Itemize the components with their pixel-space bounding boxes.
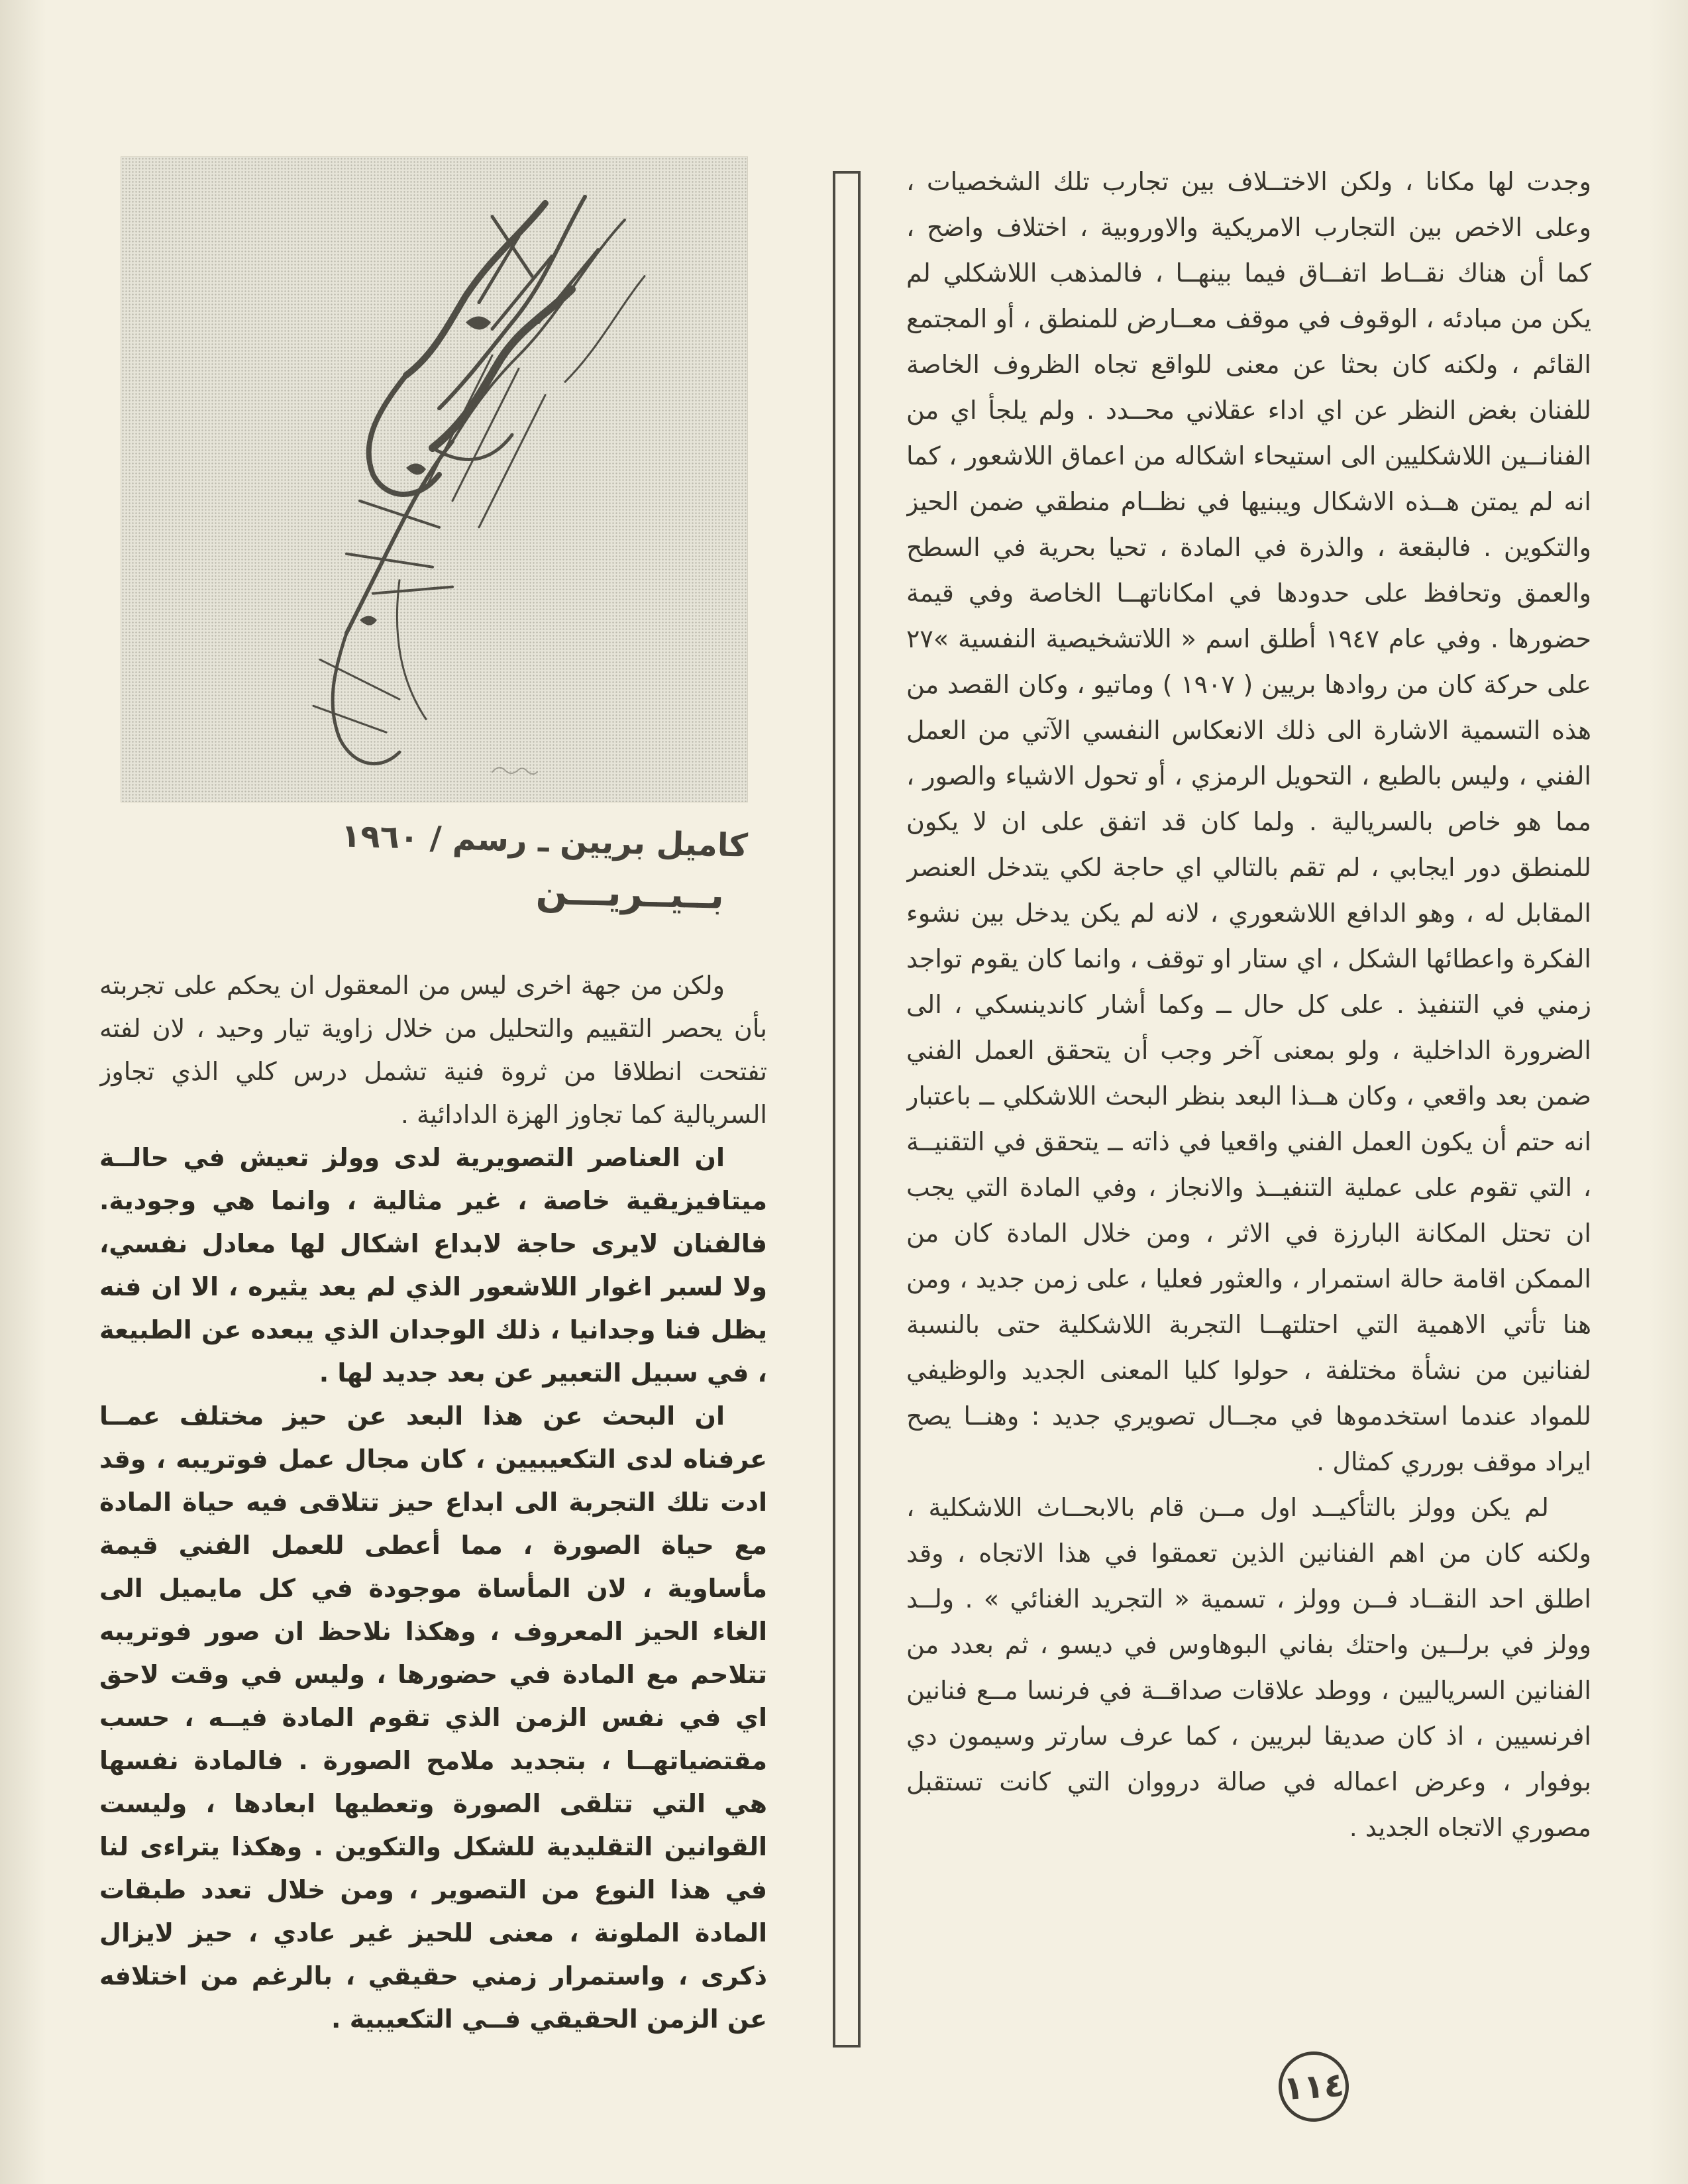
right-paragraph-2: لم يكن وولز بالتأكيــد اول مــن قام بالابحــاث اللاشكلية ، ولكنه كان من اهم الفنانين الذين تعمقوا في هذا الاتجاه ، وقد اطلق احد النقــاد فــن وولز ، تسمية « التجريد الغنائي » . ولــد وولز في برلــين واحتك بفاني البوهاوس في ديسو ، ثم بعدد من الفنانين السرياليين ، ووطد علاقات صداقــة في فرنسا مــع فنانين افرنسيين ، اذ كان صديقا لبريين ، كما عرف سارتر وسيمون دي بوفوار ، وعرض اعماله في صالة درووان التي كانت تستقبل مصوري الاتجاه الجديد . bbox=[906, 1493, 1591, 1842]
artwork-image bbox=[121, 157, 747, 802]
left-paragraph-1: ولكن من جهة اخرى ليس من المعقول ان يحكم على تجربته بأن يحصر التقييم والتحليل من خلال زاوية تيار وحيد ، لان لفته تفتحت انطلاقا من ثروة فنية تشمل درس كلي الذي تجاوز السريالية كما تجاوز الهزة الدادائية . bbox=[99, 971, 767, 1129]
page-number: ١١٤ bbox=[1282, 2065, 1345, 2108]
artwork-caption-line1: كاميل بريين ـ رسم / ١٩٦٠ bbox=[341, 817, 749, 865]
left-paragraph-2: ان العناصر التصويرية لدى وولز تعيش في حالــة ميتافيزيقية خاصة ، غير مثالية ، وانما هي وجودية. فالفنان لايرى حاجة لابداع اشكال لها معادل نفسي، ولا لسبر اغوار اللاشعور الذي لم يعد يثيره ، الا ان فنه يظل فنا وجدانيا ، ذلك الوجدان الذي يبعده عن الطبيعة ، في سبيل التعبير عن بعد جديد لها . bbox=[99, 1143, 767, 1388]
right-text-column bbox=[906, 159, 1591, 2044]
artwork-caption bbox=[120, 806, 748, 923]
right-paragraph-1: وجدت لها مكانا ، ولكن الاختــلاف بين تجارب تلك الشخصيات ، وعلى الاخص بين التجارب الامريكية والاوروبية ، اختلاف واضح ، كما أن هناك نقــاط اتفــاق فيما بينهــا ، فالمذهب اللاشكلي لم يكن من مبادئه ، الوقوف في موقف معــارض للمنطق ، أو المجتمع القائم ، ولكنه كان بحثا عن معنى للواقع تجاه الظروف الخاصة للفنان بغض النظر عن اي اداء عقلاني محــدد . ولم يلجأ اي من الفنانــين اللاشكليين الى استيحاء اشكاله من اعماق اللاشعور ، كما انه لم يمتن هــذه الاشكال ويبنيها في نظــام منطقي ضمن الحيز والتكوين . فالبقعة ، والذرة في المادة ، تحيا بحرية في السطح والعمق وتحافظ على حدودها في امكاناتهــا الخاصة وفي قيمة حضورها . وفي عام ١٩٤٧ أطلق اسم « اللاتشخيصية النفسية »٢٧ على حركة كان من روادها بريين ( ١٩٠٧ ) وماتيو ، وكان القصد من هذه التسمية الاشارة الى ذلك الانعكاس النفسي الآتي من العمل الفني ، وليس بالطبع ، التحويل الرمزي ، أو تحول الاشياء والصور ، مما هو خاص بالسريالية . ولما كان قد اتفق على ان لا يكون للمنطق دور ايجابي ، لم تقم بالتالي اي حاجة لكي يتدخل العنصر المقابل له ، وهو الدافع اللاشعوري ، لانه لم يكن يدخل بين نشوء الفكرة واعطائها الشكل ، اي ستار او توقف ، وانما كان يقوم تواجد زمني في التنفيذ . على كل حال ــ وكما أشار كاندينسكي ، الى الضرورة الداخلية ، ولو بمعنى آخر وجب أن يتحقق العمل الفني ضمن بعد واقعي ، وكان هــذا البعد بنظر البحث اللاشكلي ــ باعتبار انه حتم أن يكون العمل الفني واقعيا في ذاته ــ يتحقق في التقنيــة ، التي تقوم على عملية التنفيــذ والانجاز ، وفي المادة التي يجب ان تحتل المكانة البارزة في الاثر ، ومن خلال المادة كان من الممكن اقامة حالة استمرار ، والعثور فعليا ، على زمن جديد ، ومن هنا تأتي الاهمية التي احتلتهــا التجربة اللاشكلية حتى بالنسبة لفنانين من نشأة مختلفة ، حولوا كليا المعنى الجديد والوظيفي للمواد عندما استخدموها في مجــال تصويري جديد : وهنــا يصح ايراد موقف بورري كمثال . bbox=[906, 167, 1591, 1476]
page-number-badge bbox=[1276, 2049, 1351, 2124]
abstract-drawing bbox=[121, 157, 747, 802]
left-paragraph-3: ان البحث عن هذا البعد عن حيز مختلف عمــا عرفناه لدى التكعيبيين ، كان مجال عمل فوتريبه ، وقد ادت تلك التجربة الى ابداع حيز تتلاقى فيه حياة المادة مع حياة الصورة ، مما أعطى للعمل الفني قيمة مأساوية ، لان المأساة موجودة في كل مايميل الى الغاء الحيز المعروف ، وهكذا نلاحظ ان صور فوتريبه تتلاحم مع المادة في حضورها ، وليس في وقت لاحق اي في نفس الزمن الذي تقوم المادة فيــه ، حسب مقتضياتهــا ، بتجديد ملامح الصورة . فالمادة نفسها هي التي تتلقى الصورة وتعطيها ابعادها ، وليست القوانين التقليدية للشكل والتكوين . وهكذا يتراءى لنا في هذا النوع من التصوير ، ومن خلال تعدد طبقات المادة الملونة ، معنى للحيز غير عادي ، حيز لايزال ذكرى ، واستمرار زمني حقيقي ، بالرغم من اختلافه عن الزمن الحقيقي فــي التكعيبية . bbox=[99, 1401, 767, 2034]
artwork-caption-line2: بــيــريـــن bbox=[535, 869, 725, 918]
left-text-column bbox=[99, 964, 767, 2150]
column-divider-rule bbox=[833, 171, 861, 2048]
